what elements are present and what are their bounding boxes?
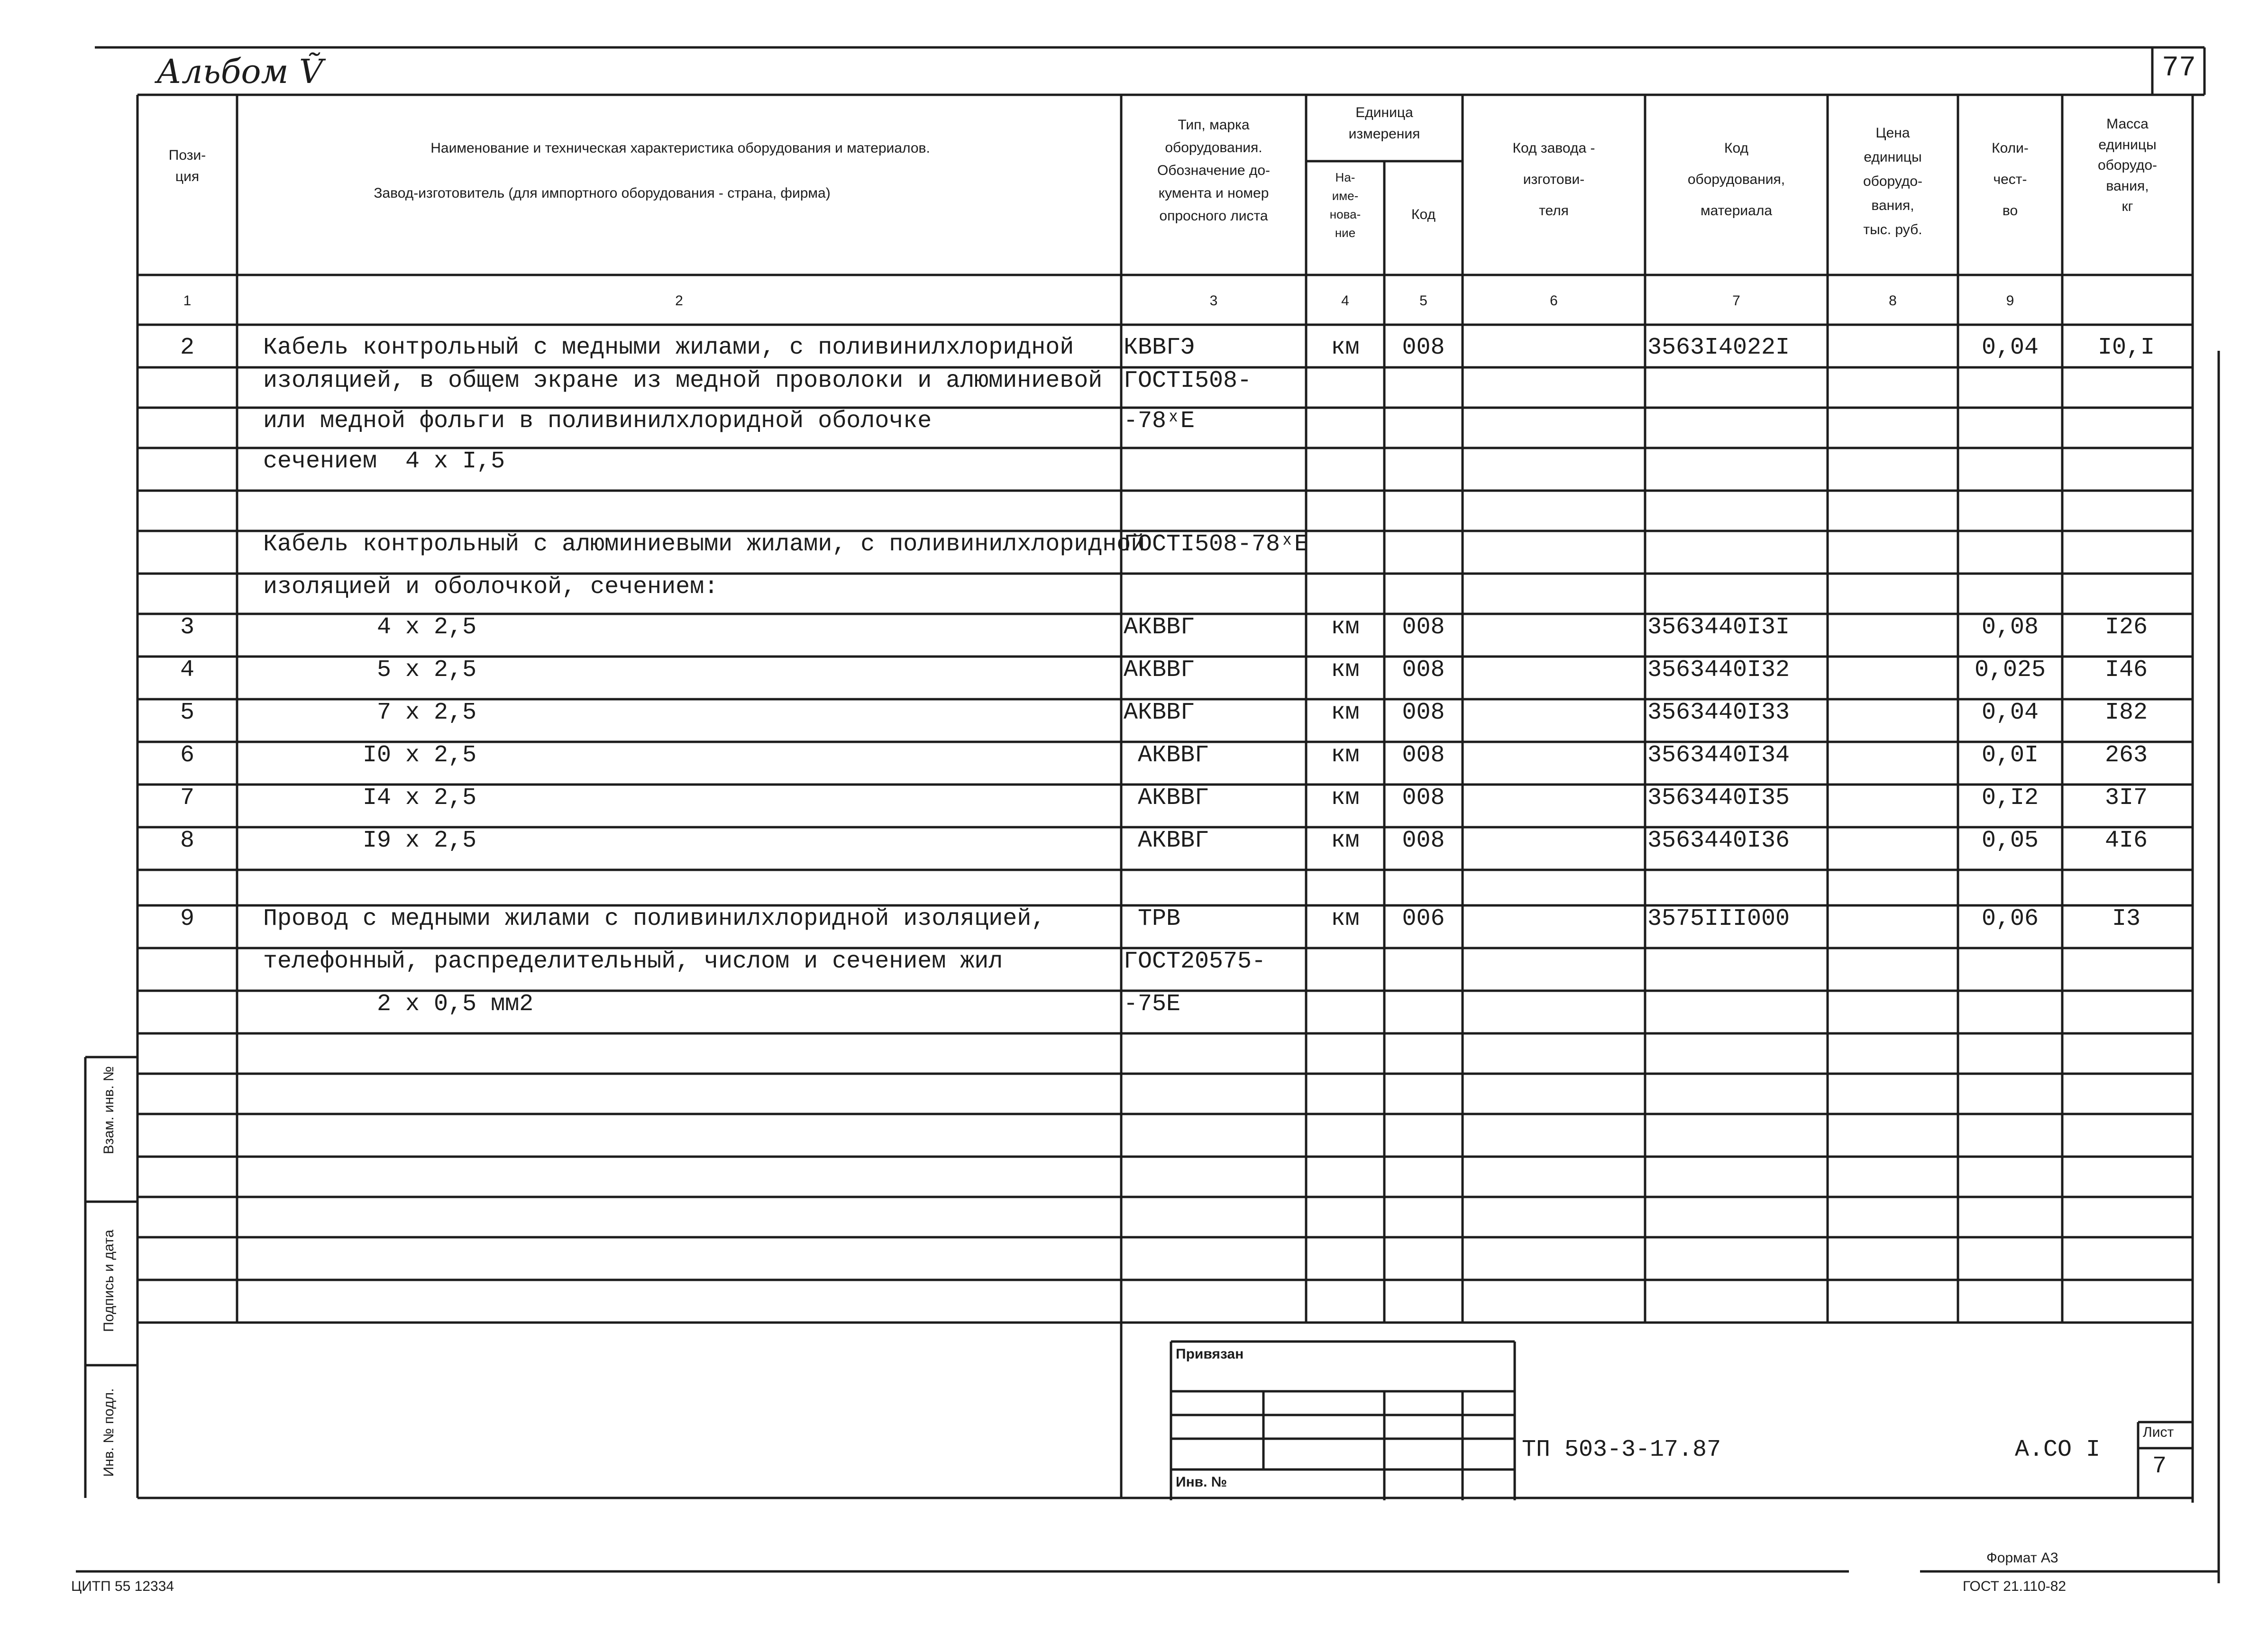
col-equip-code-header: Код оборудования, материала — [1687, 140, 1785, 219]
col-unit-name-header: На- име- нова- ние — [1329, 170, 1361, 240]
page-number: 77 — [2162, 52, 2196, 84]
cell-mass: I46 — [2104, 657, 2148, 684]
cell-name: 4 х 2,5 — [263, 614, 477, 641]
col-mass-header: Масса единицы оборудо- вания, кг — [2097, 116, 2158, 214]
cell-pos: 2 — [180, 334, 194, 361]
cell-ucode: 008 — [1402, 742, 1445, 769]
stamp-sheet-label: Лист — [2143, 1424, 2174, 1440]
cell-type: ГОСТI508- — [1124, 367, 1252, 394]
cell-name: I9 х 2,5 — [263, 827, 477, 854]
cell-ecode: 3563440I36 — [1647, 827, 1790, 854]
cell-qty: 0,05 — [1981, 827, 2039, 854]
cell-mass: I3 — [2112, 905, 2140, 932]
cell-type: АКВВГ — [1124, 614, 1195, 641]
cell-name: изоляцией, в общем экране из медной проволоки и алюминиевой — [263, 367, 1103, 394]
cell-ecode: 3563440I35 — [1647, 785, 1790, 812]
cell-mass: 3I7 — [2104, 785, 2148, 812]
cell-name: Кабель контрольный с медными жилами, с поливинилхлоридной — [263, 334, 1074, 361]
col-type-header: Тип, марка оборудования. Обозначение до- кумента и номер опросного листа — [1157, 117, 1271, 224]
cell-type: АКВВГ — [1124, 827, 1209, 854]
stamp-inv-no: Инв. № — [1176, 1474, 1227, 1490]
cell-type: КВВГЭ — [1124, 334, 1195, 361]
cell-qty: 0,08 — [1981, 614, 2039, 641]
cell-unit: км — [1331, 614, 1360, 641]
album-label: Альбом Ṽ — [156, 52, 323, 91]
side-stamp — [81, 1066, 142, 1477]
cell-type: ГОСТI508-78ˣЕ — [1124, 531, 1309, 558]
cell-pos: 3 — [180, 614, 194, 641]
cell-unit: км — [1331, 742, 1360, 769]
cell-type: ТРВ — [1124, 905, 1181, 932]
cell-name: 5 х 2,5 — [263, 657, 477, 684]
cell-ucode: 008 — [1402, 827, 1445, 854]
col-number-9: 9 — [2006, 293, 2014, 309]
cell-qty: 0,0I — [1981, 742, 2039, 769]
footer-left-code: ЦИТП 55 12334 — [71, 1579, 174, 1594]
cell-unit: км — [1331, 699, 1360, 726]
cell-mass: I0,I — [2097, 334, 2155, 361]
cell-ecode: 3563440I34 — [1647, 742, 1790, 769]
col-number-3: 3 — [1209, 293, 1218, 309]
cell-mass: I26 — [2104, 614, 2148, 641]
cell-pos: 5 — [180, 699, 194, 726]
col-name-header: Наименование и техническая характеристика оборудования и материалов. — [430, 140, 930, 156]
cell-qty: 0,025 — [1974, 657, 2046, 684]
col-position-header: Пози- ция — [168, 147, 206, 184]
col-quantity-header: Коли- чест- во — [1992, 140, 2029, 219]
col-number-2: 2 — [675, 293, 683, 309]
cell-ucode: 008 — [1402, 657, 1445, 684]
cell-ecode: 3563440I33 — [1647, 699, 1790, 726]
stamp-doc-code: ТП 503-3-17.87 — [1522, 1436, 1721, 1463]
cell-type: -75Е — [1124, 991, 1181, 1018]
cell-unit: км — [1331, 905, 1360, 932]
cell-ecode: 3563440I32 — [1647, 657, 1790, 684]
side-stamp-inv: Инв. № подл. — [101, 1388, 117, 1477]
cell-unit: км — [1331, 827, 1360, 854]
cell-pos: 6 — [180, 742, 194, 769]
col-factory-code-header: Код завода - изготови- теля — [1512, 140, 1595, 219]
cell-type: АКВВГ — [1124, 785, 1209, 812]
cell-name: 7 х 2,5 — [263, 699, 477, 726]
cell-ucode: 008 — [1402, 334, 1445, 361]
cell-name: 2 х 0,5 мм2 — [263, 991, 534, 1018]
cell-type: ГОСТ20575- — [1124, 948, 1266, 975]
cell-mass: 4I6 — [2104, 827, 2148, 854]
cell-mass: 263 — [2104, 742, 2148, 769]
cell-ucode: 008 — [1402, 785, 1445, 812]
cell-type: АКВВГ — [1124, 699, 1195, 726]
col-number-8: 8 — [1889, 293, 1897, 309]
stamp-sheet-no: 7 — [2152, 1453, 2167, 1480]
cell-name: Кабель контрольный с алюминиевыми жилами, с поливинилхлоридной — [263, 531, 1145, 558]
cell-name: или медной фольги в поливинилхлоридной оболочке — [263, 408, 932, 435]
cell-pos: 8 — [180, 827, 194, 854]
cell-ucode: 008 — [1402, 699, 1445, 726]
cell-qty: 0,04 — [1981, 334, 2039, 361]
cell-pos: 7 — [180, 785, 194, 812]
cell-name: I4 х 2,5 — [263, 785, 477, 812]
cell-name: Провод с медными жилами с поливинилхлоридной изоляцией, — [263, 905, 1046, 932]
cell-name: сечением 4 х I,5 — [263, 448, 505, 475]
cell-ecode: 3563I4022I — [1647, 334, 1790, 361]
cell-ecode: 3575III000 — [1647, 905, 1790, 932]
footer-gost: ГОСТ 21.110-82 — [1963, 1579, 2067, 1594]
cell-ucode: 008 — [1402, 614, 1445, 641]
col-number-7: 7 — [1732, 293, 1740, 309]
col-unit-code-header: Код — [1411, 207, 1436, 222]
col-unit-header: Единица измерения — [1348, 105, 1420, 142]
cell-qty: 0,06 — [1981, 905, 2039, 932]
side-stamp-vzam: Взам. инв. № — [101, 1066, 117, 1154]
col-number-4: 4 — [1341, 293, 1349, 309]
col-name-subheader: Завод-изготовитель (для импортного оборудования - страна, фирма) — [374, 185, 831, 201]
cell-type: АКВВГ — [1124, 742, 1209, 769]
side-stamp-sign: Подпись и дата — [101, 1230, 117, 1332]
cell-qty: 0,I2 — [1981, 785, 2039, 812]
col-number-1: 1 — [183, 293, 192, 309]
cell-name: I0 х 2,5 — [263, 742, 477, 769]
cell-unit: км — [1331, 334, 1360, 361]
cell-ecode: 3563440I3I — [1647, 614, 1790, 641]
cell-type: -78ˣЕ — [1124, 408, 1195, 435]
cell-name: телефонный, распределительный, числом и сечением жил — [263, 948, 1003, 975]
cell-unit: км — [1331, 785, 1360, 812]
cell-qty: 0,04 — [1981, 699, 2039, 726]
footer-format: Формат А3 — [1986, 1550, 2058, 1566]
col-number-6: 6 — [1550, 293, 1558, 309]
cell-type: АКВВГ — [1124, 657, 1195, 684]
cell-ucode: 006 — [1402, 905, 1445, 932]
cell-unit: км — [1331, 657, 1360, 684]
stamp-privyazan: Привязан — [1176, 1346, 1244, 1362]
stamp-sheet-code: А.СО I — [2015, 1436, 2101, 1463]
col-number-5: 5 — [1419, 293, 1427, 309]
col-price-header: Цена единицы оборудо- вания, тыс. руб. — [1863, 125, 1923, 237]
cell-pos: 4 — [180, 657, 194, 684]
cell-pos: 9 — [180, 905, 194, 932]
cell-mass: I82 — [2104, 699, 2148, 726]
cell-name: изоляцией и оболочкой, сечением: — [263, 574, 719, 601]
